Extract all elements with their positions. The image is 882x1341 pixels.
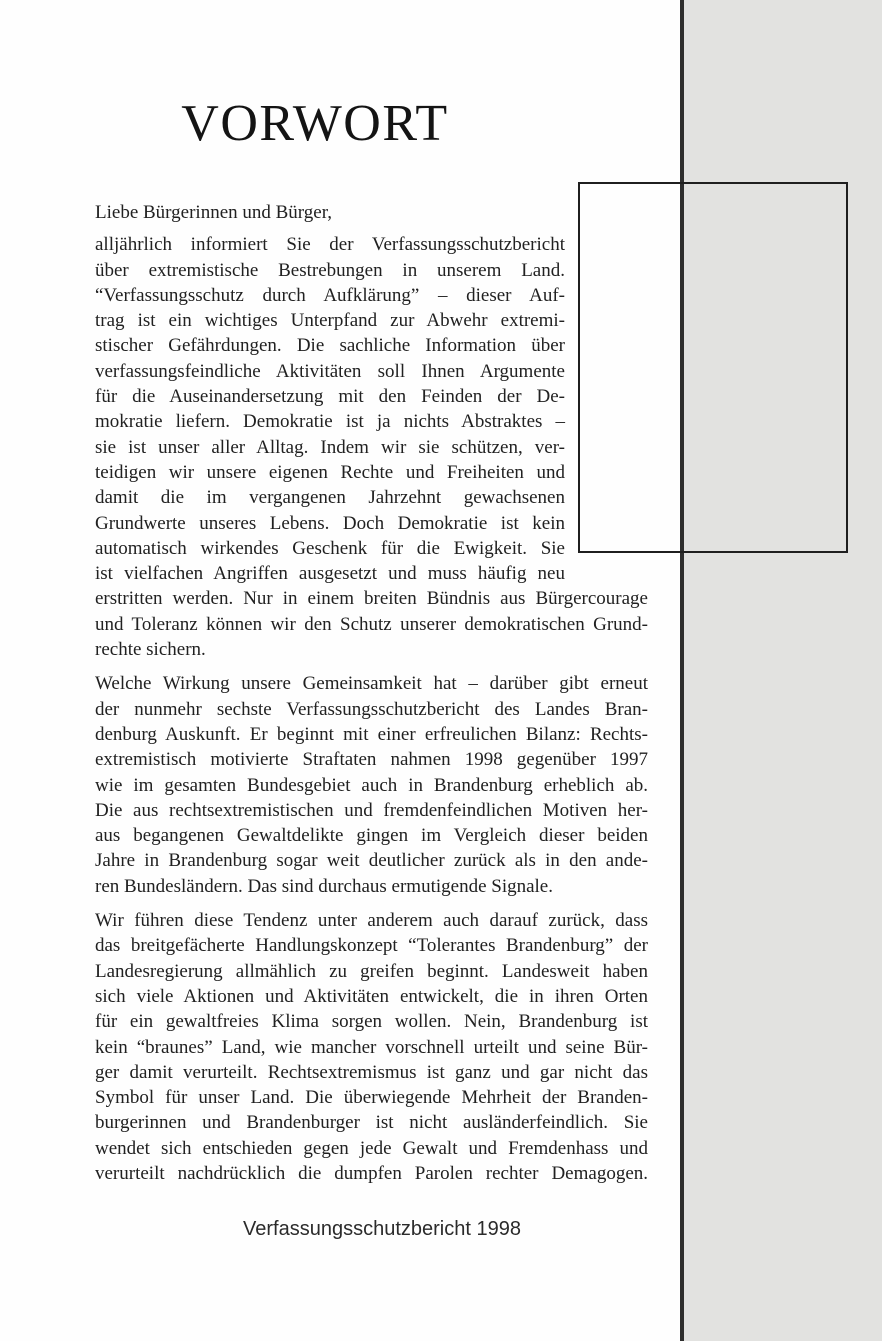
text-line: burgerinnen und Brandenburger ist nicht ausländerfeindlich. Sie: [95, 1112, 648, 1134]
paragraph: [95, 908, 655, 1186]
text-line: wie im gesamten Bundesgebiet auch in Brandenburg erheblich ab.: [95, 774, 648, 796]
text-line: rechte sichern.: [95, 639, 206, 661]
paragraph: [95, 232, 655, 662]
text-line: über extremistische Bestrebungen in unserem Land.: [95, 259, 565, 281]
text-line: ger damit verurteilt. Rechtsextremismus ist ganz und gar nicht das: [95, 1061, 648, 1083]
text-line: mokratie liefern. Demokratie ist ja nichts Abstraktes –: [95, 411, 565, 433]
paragraphs-container: [95, 232, 655, 1186]
paragraph: [95, 671, 655, 899]
text-line: für ein gewaltfreies Klima sorgen wollen. Nein, Brandenburg ist: [95, 1011, 648, 1033]
text-line: Die aus rechtsextremistischen und fremdenfeindlichen Motiven her-: [95, 799, 648, 821]
text-line: verfassungsfeindliche Aktivitäten soll Ihnen Argumente: [95, 360, 565, 382]
text-line: Jahre in Brandenburg sogar weit deutlicher zurück als in den ande-: [95, 850, 648, 872]
text-line: verurteilt nachdrücklich die dumpfen Parolen rechter Demagogen.: [95, 1162, 648, 1184]
text-line: stischer Gefährdungen. Die sachliche Information über: [95, 335, 565, 357]
text-line: sie ist unser aller Alltag. Indem wir sie schützen, ver-: [95, 436, 565, 458]
text-line: Wir führen diese Tendenz unter anderem auch darauf zurück, dass: [95, 910, 648, 932]
text-line: Landesregierung allmählich zu greifen beginnt. Landesweit haben: [95, 960, 648, 982]
text-line: denburg Auskunft. Er beginnt mit einer erfreulichen Bilanz: Rechts-: [95, 723, 648, 745]
salutation-line: Liebe Bürgerinnen und Bürger,: [95, 202, 333, 223]
text-line: für die Auseinandersetzung mit den Feinden der De-: [95, 386, 565, 408]
text-line: teidigen wir unsere eigenen Rechte und Freiheiten und: [95, 461, 565, 483]
page-title: VORWORT: [181, 95, 449, 152]
text-line: das breitgefächerte Handlungskonzept “Tolerantes Brandenburg” der: [95, 935, 648, 957]
text-line: ist vielfachen Angriffen ausgesetzt und muss häufig neu: [95, 563, 565, 585]
text-line: extremistisch motivierte Straftaten nahmen 1998 gegenüber 1997: [95, 749, 648, 771]
text-line: der nunmehr sechste Verfassungsschutzbericht des Landes Bran-: [95, 698, 648, 720]
text-line: sich viele Aktionen und Aktivitäten entwickelt, die in ihren Orten: [95, 985, 648, 1007]
text-line: kein “braunes” Land, wie mancher vorschnell urteilt und seine Bür-: [95, 1036, 648, 1058]
text-line: automatisch wirkendes Geschenk für die Ewigkeit. Sie: [95, 537, 565, 559]
text-line: Symbol für unser Land. Die überwiegende Mehrheit der Branden-: [95, 1087, 648, 1109]
text-line: wendet sich entschieden gegen jede Gewalt und Fremdenhass und: [95, 1137, 648, 1159]
text-line: aus begangenen Gewaltdelikte gingen im Vergleich dieser beiden: [95, 825, 648, 847]
text-line: damit die im vergangenen Jahrzehnt gewachsenen: [95, 487, 565, 509]
body-text: [95, 200, 655, 1186]
text-line: “Verfassungsschutz durch Aufklärung” – dieser Auf-: [95, 284, 565, 306]
text-line: und Toleranz können wir den Schutz unserer demokratischen Grund-: [95, 613, 648, 635]
text-line: Welche Wirkung unsere Gemeinsamkeit hat – darüber gibt erneut: [95, 673, 648, 695]
text-line: alljährlich informiert Sie der Verfassungsschutzbericht: [95, 234, 565, 256]
text-line: erstritten werden. Nur in einem breiten Bündnis aus Bürgercourage: [95, 588, 648, 610]
text-line: ren Bundesländern. Das sind durchaus ermutigende Signale.: [95, 875, 553, 897]
text-line: Grundwerte unseres Lebens. Doch Demokratie ist kein: [95, 512, 565, 534]
text-line: trag ist ein wichtiges Unterpfand zur Abwehr extremi-: [95, 310, 565, 332]
footer-text: Verfassungsschutzbericht 1998: [243, 1218, 521, 1240]
